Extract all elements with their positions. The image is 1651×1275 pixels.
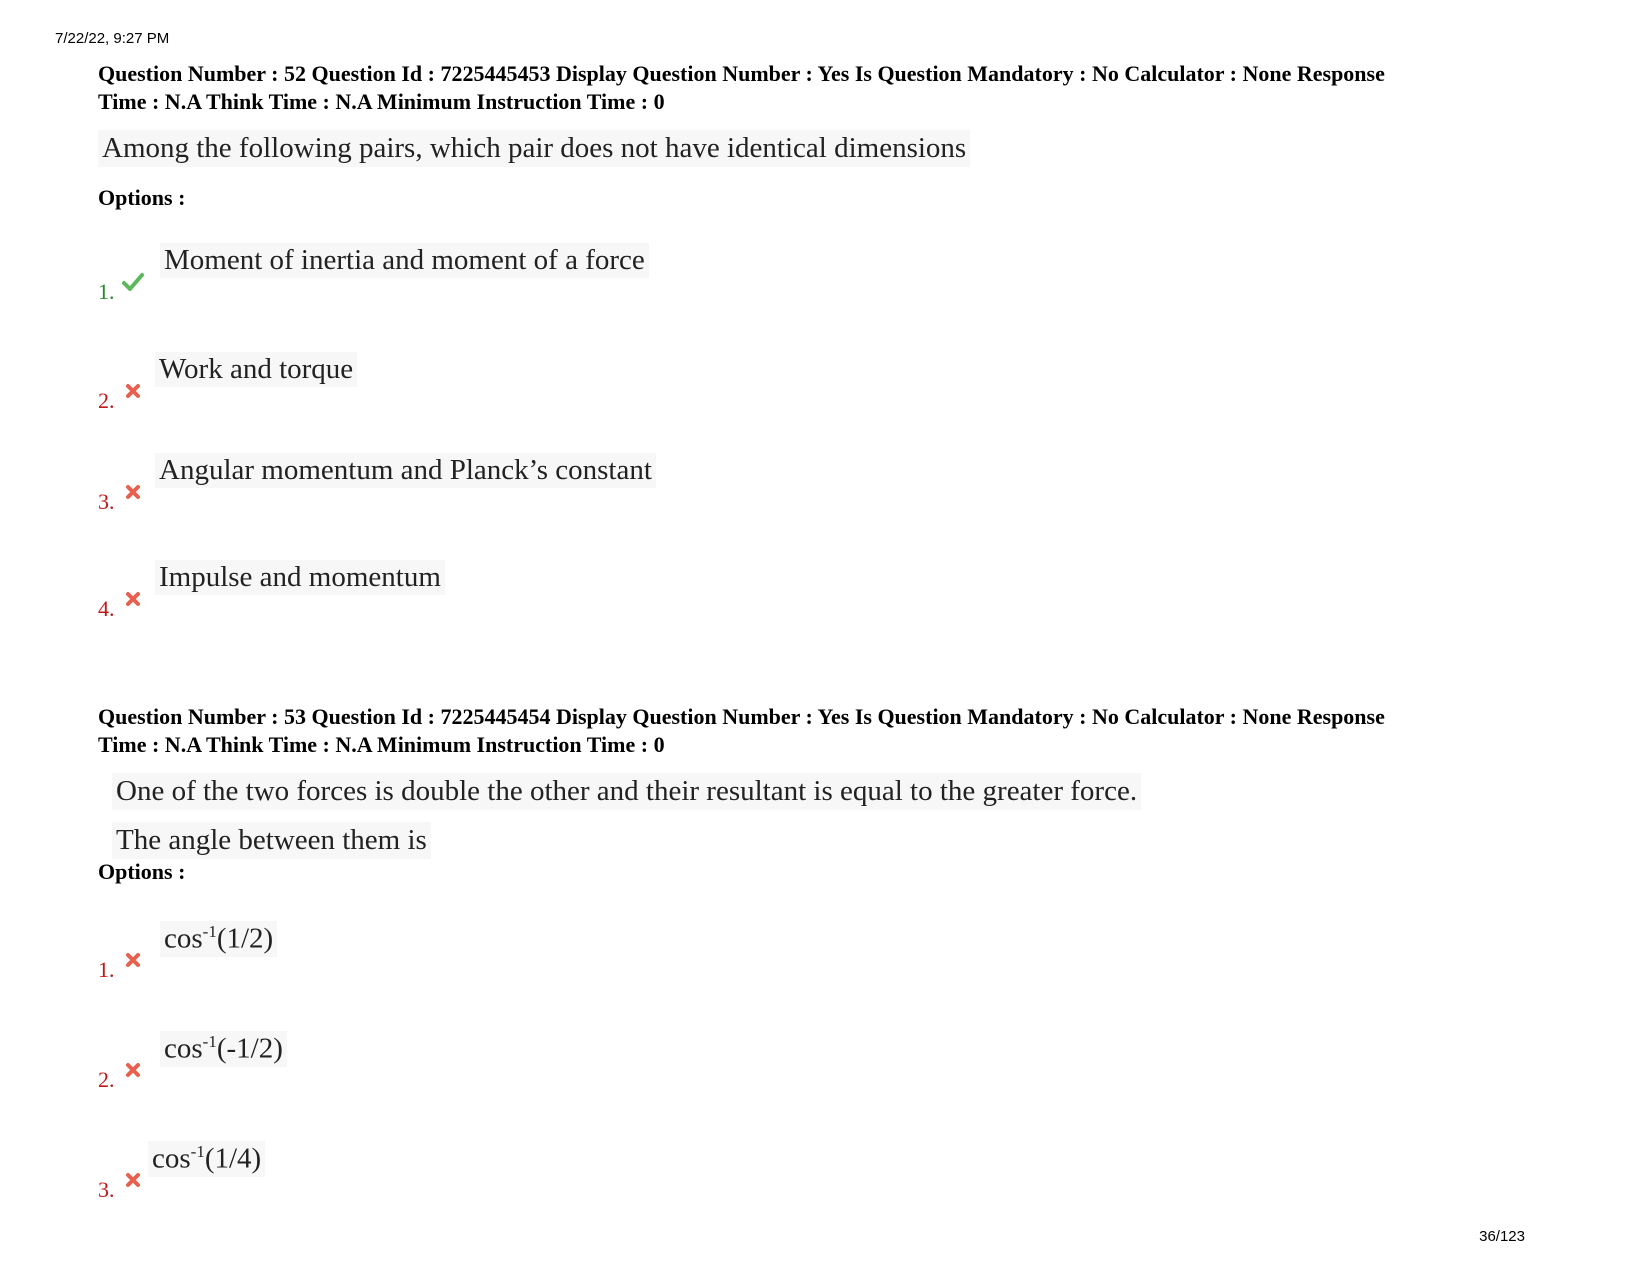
check-icon: [122, 271, 144, 293]
option-number: 4.: [98, 596, 115, 621]
option-number: 2.: [98, 388, 115, 413]
cross-icon: [122, 1169, 144, 1191]
option-text: Angular momentum and Planck’s constant: [155, 453, 656, 488]
question-52: [98, 60, 1578, 621]
cross-icon: [122, 949, 144, 971]
option-text: $\cos^{-1}(-1/2)$: [160, 1031, 287, 1067]
question-meta-line1: Question Number : 53 Question Id : 7225445454 Display Question Number : Yes Is Question Mandatory : No Calculator : None Response: [98, 704, 1385, 729]
option-text: Moment of inertia and moment of a force: [160, 243, 649, 278]
question-meta-line2: Time : N.A Think Time : N.A Minimum Instruction Time : 0: [98, 89, 665, 114]
print-timestamp: 7/22/22, 9:27 PM: [55, 30, 170, 47]
cross-icon: [122, 481, 144, 503]
options-label: Options :: [98, 859, 186, 884]
question-meta-line1: Question Number : 52 Question Id : 7225445453 Display Question Number : Yes Is Question Mandatory : No Calculator : None Response: [98, 61, 1385, 86]
option-text: Impulse and momentum: [155, 560, 445, 595]
page-number: 36/123: [1479, 1228, 1525, 1245]
options-label: Options :: [98, 185, 186, 210]
question-meta-line2: Time : N.A Think Time : N.A Minimum Instruction Time : 0: [98, 732, 665, 757]
cross-icon: [122, 380, 144, 402]
question-53: [98, 703, 1578, 1202]
option-number: 1.: [98, 279, 115, 304]
cross-icon: [122, 588, 144, 610]
question-stem-line1: One of the two forces is double the other and their resultant is equal to the greater force.: [112, 773, 1141, 810]
question-stem-line2: The angle between them is: [112, 822, 431, 859]
question-stem: Among the following pairs, which pair does not have identical dimensions: [98, 130, 970, 167]
option-number: 3.: [98, 1177, 115, 1202]
option-text: $\cos^{-1}(1/2)$: [160, 921, 277, 957]
cross-icon: [122, 1059, 144, 1081]
option-text: $\cos^{-1}(1/4)$: [148, 1141, 265, 1177]
option-number: 3.: [98, 489, 115, 514]
option-number: 1.: [98, 957, 115, 982]
option-number: 2.: [98, 1067, 115, 1092]
option-text: Work and torque: [155, 352, 357, 387]
